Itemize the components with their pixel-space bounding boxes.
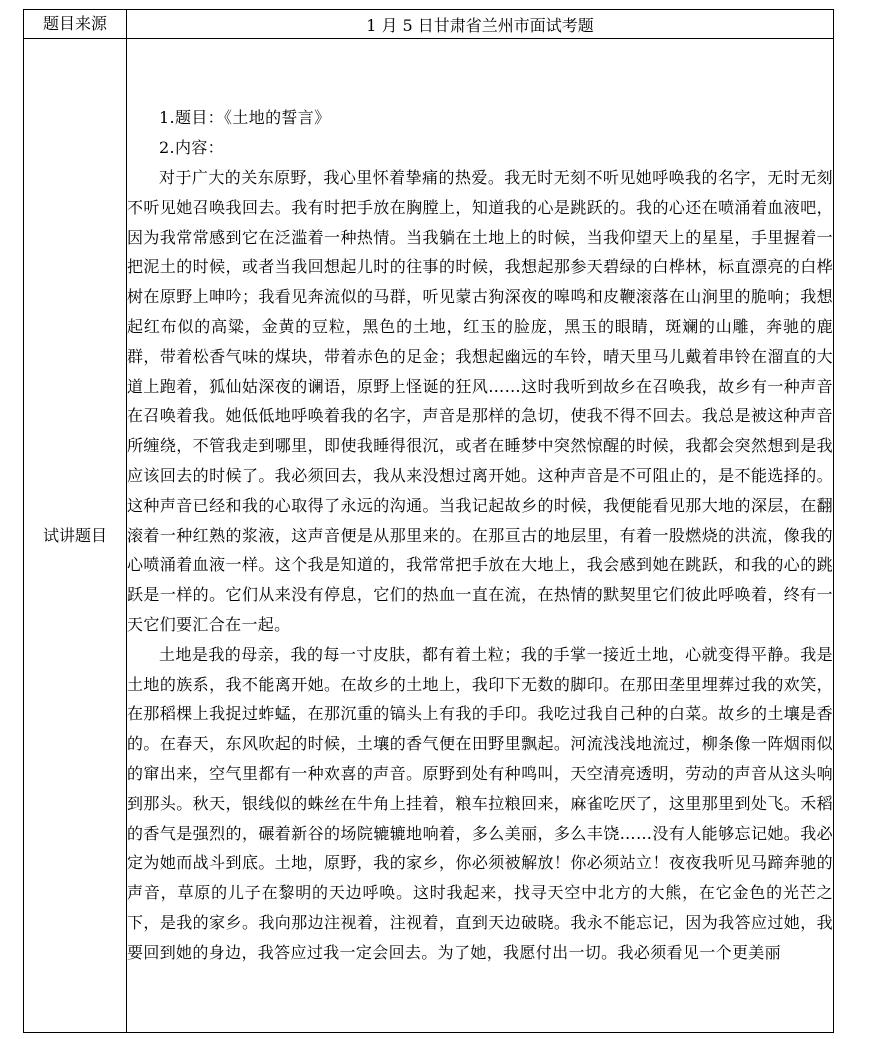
content-cell: [127, 39, 834, 1033]
source-label: 题目来源: [24, 10, 127, 39]
passage-paragraph-2: 土地是我的母亲，我的每一寸皮肤，都有着土粒；我的手掌一接近土地，心就变得平静。我是土地的族系，我不能离开她。在故乡的土地上，我印下无数的脚印。在那田垄里埋葬过我的欢笑，在那稻棵上我捉过蚱蜢，在那沉重的镐头上有我的手印。我吃过我自己种的白菜。故乡的土壤是香的。在春天，东风吹起的时候，土壤的香气便在田野里飘起。河流浅浅地流过，柳条像一阵烟雨似的窜出来，空气里都有一种欢喜的声音。原野到处有种鸣叫，天空清亮透明，劳动的声音从这头响到那头。秋天，银线似的蛛丝在牛角上挂着，粮车拉粮回来，麻雀吃厌了，这里那里到处飞。禾稻的香气是强烈的，碾着新谷的场院辘辘地响着，多么美丽，多么丰饶……没有人能够忘记她。我必定为她而战斗到底。土地，原野，我的家乡，你必须被解放！你必须站立！夜夜我听见马蹄奔驰的声音，草原的儿子在黎明的天边呼唤。这时我起来，找寻天空中北方的大熊，在它金色的光芒之下，是我的家乡。我向那边注视着，注视着，直到天边破晓。我永不能忘记，因为我答应过她，我要回到她的身边，我答应过我一定会回去。为了她，我愿付出一切。我必须看见一个更美丽: [127, 644, 833, 962]
exam-table: [23, 9, 834, 1033]
topic-row-label: 试讲题目: [24, 39, 127, 1033]
passage-paragraph-1: 对于广大的关东原野，我心里怀着挚痛的热爱。我无时无刻不听见她呼唤我的名字，无时无刻不听见她召唤我回去。我有时把手放在胸膛上，知道我的心是跳跃的。我的心还在喷涌着血液吧，因为我常常感到它在泛滥着一种热情。当我躺在土地上的时候，当我仰望天上的星星，手里握着一把泥土的时候，或者当我回想起儿时的往事的时候，我想起那参天碧绿的白桦林，标直漂亮的白桦树在原野上呻吟；我看见奔流似的马群，听见蒙古狗深夜的嗥鸣和皮鞭滚落在山涧里的脆响；我想起红布似的高粱，金黄的豆粒，黑色的土地，红玉的脸庞，黑玉的眼睛，斑斓的山雕，奔驰的鹿群，带着松香气味的煤块，带着赤色的足金；我想起幽远的车铃，晴天里马儿戴着串铃在溜直的大道上跑着，狐仙姑深夜的谰语，原野上怪诞的狂风……这时我听到故乡在召唤我，故乡有一种声音在召唤着我。她低低地呼唤着我的名字，声音是那样的急切，使我不得不回去。我总是被这种声音所缠绕，不管我走到哪里，即使我睡得很沉，或者在睡梦中突然惊醒的时候，我都会突然想到是我应该回去的时候了。我必须回去，我从来没想过离开她。这种声音是不可阻止的，是不能选择的。这种声音已经和我的心取得了永远的沟通。当我记起故乡的时候，我便能看见那大地的深层，在翻滚着一种红熟的浆液，这声音便是从那里来的。在那亘古的地层里，有着一股燃烧的洪流，像我的心喷涌着血液一样。这个我是知道的，我常常把手放在大地上，我会感到她在跳跃，和我的心的跳跃是一样的。它们从来没有停息，它们的热血一直在流，在热情的默契里它们彼此呼唤着，终有一天它们要汇合在一起。: [127, 168, 833, 634]
source-title: 1 月 5 日甘肃省兰州市面试考题: [127, 10, 834, 39]
topic-line: 1.题目：《土地的誓言》: [159, 108, 331, 128]
content-row: [24, 39, 834, 1033]
passage-content: [127, 103, 833, 967]
header-row: [24, 10, 834, 39]
content-label: 2.内容：: [159, 138, 225, 158]
